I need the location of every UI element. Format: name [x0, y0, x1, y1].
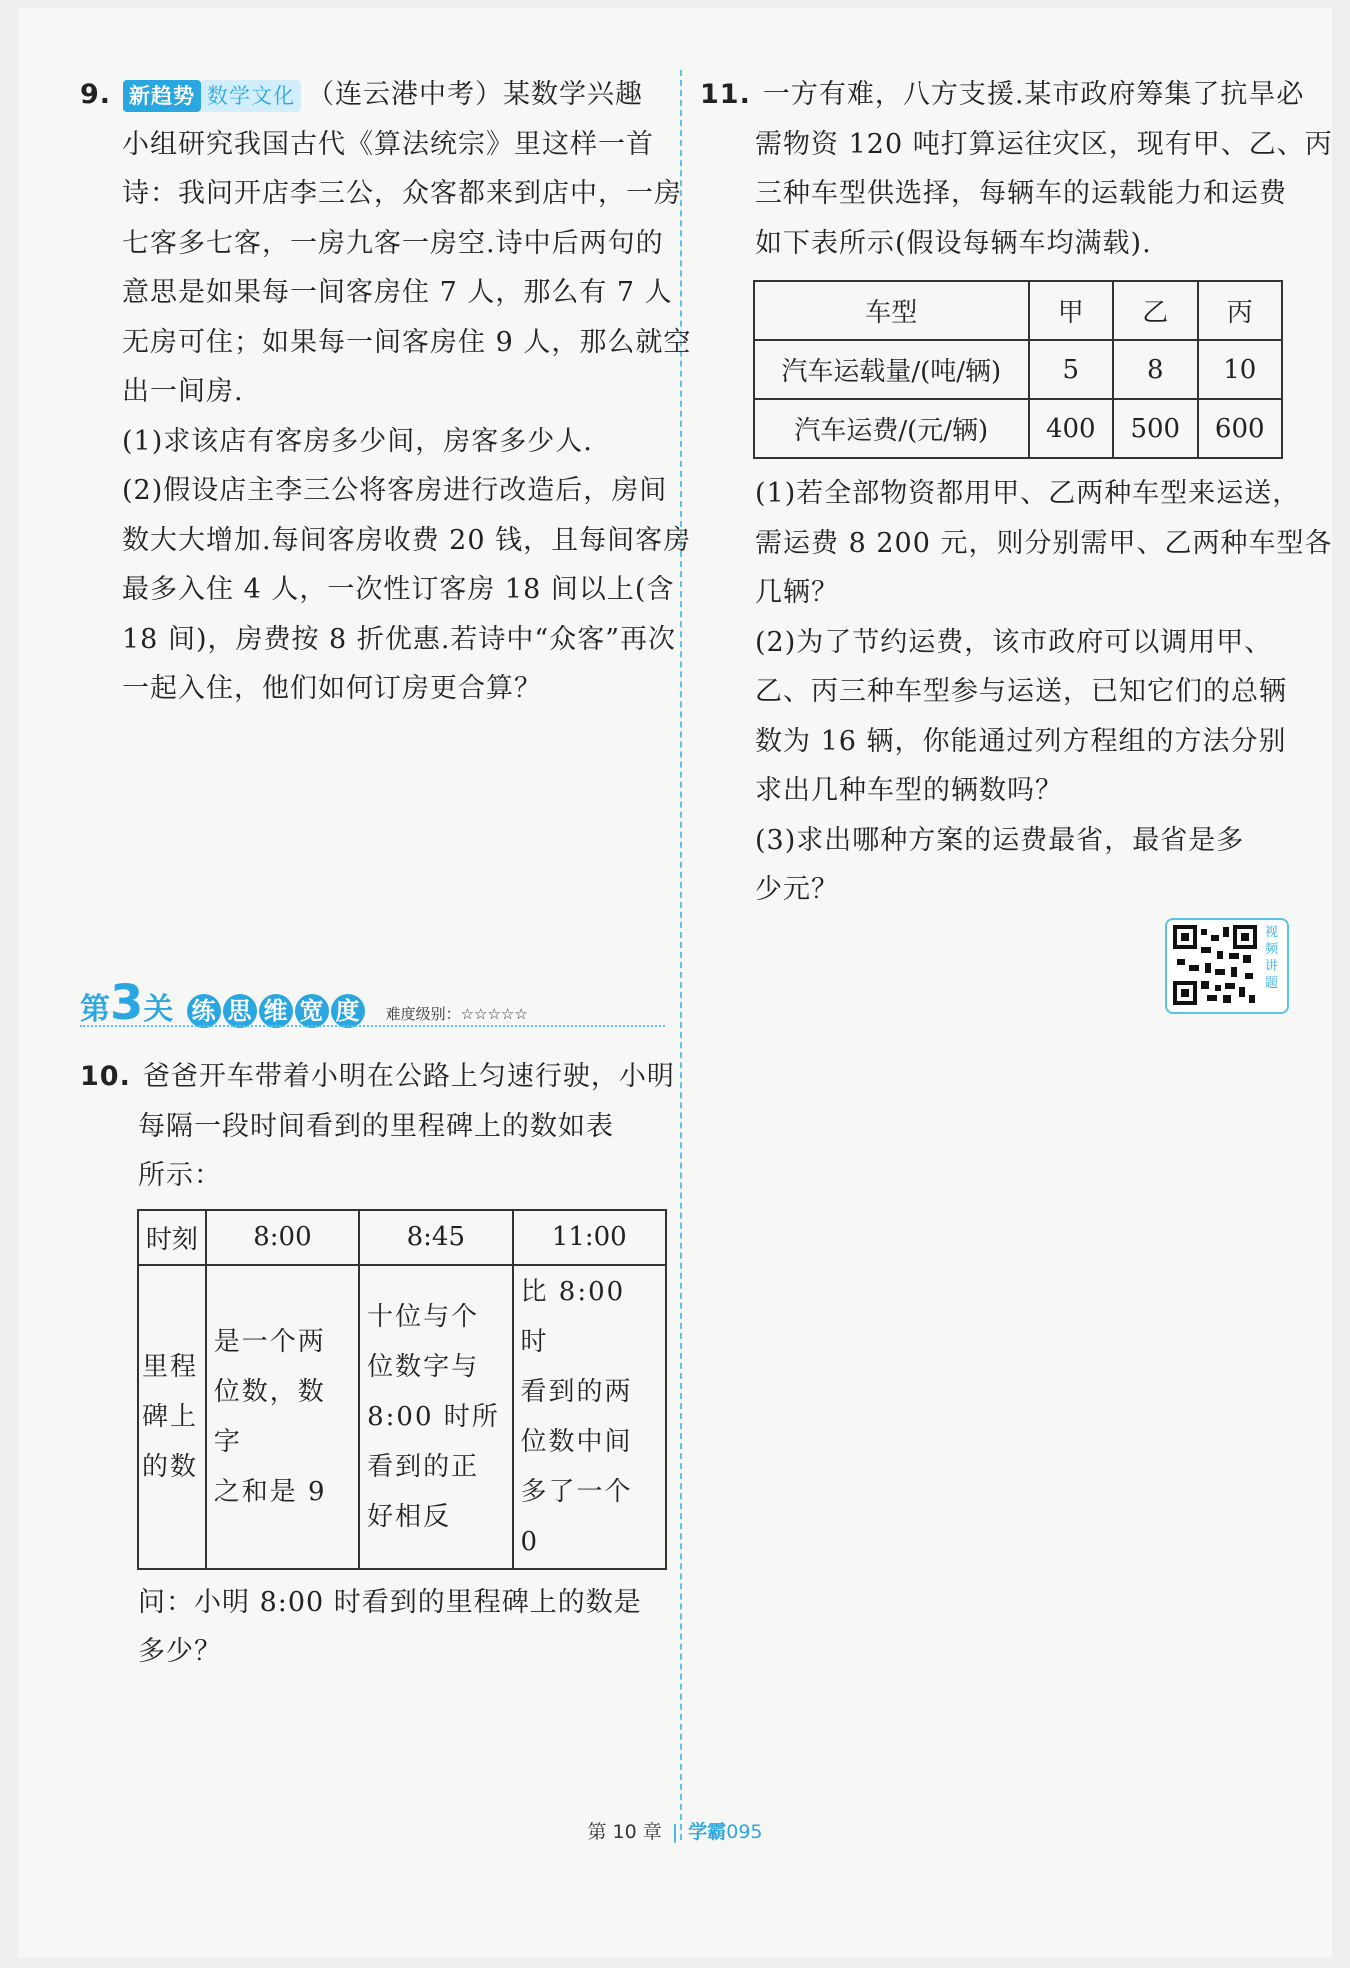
section-title: 练 思 维 宽 度 — [187, 1004, 372, 1023]
section-header — [80, 975, 665, 1031]
brand-label: 学霸 — [688, 1821, 727, 1843]
question-text: 无房可住；如果每一间客房住 9 人，那么就空 — [122, 326, 692, 358]
table-cell: 比 8:00 时 看到的两 位数中间 多了一个 0 — [513, 1265, 666, 1569]
sub-question: 几辆？ — [755, 577, 839, 608]
question-text: 诗：我问开店李三公，众客都来到店中，一房 — [122, 178, 682, 209]
question-text: （连云港中考）某数学兴趣 — [307, 79, 644, 110]
sub-question: (2)为了节约运费，该市政府可以调用甲、 — [755, 626, 1273, 658]
table-header: 丙 — [1198, 281, 1283, 340]
difficulty-level: 难度级别：☆☆☆☆☆ — [385, 1005, 528, 1023]
question-number: 10. — [80, 1061, 131, 1092]
page-number: 095 — [726, 1821, 763, 1843]
section-number: 第3关 — [80, 975, 174, 1031]
table-row-label: 里程 碑上 的数 — [138, 1265, 206, 1569]
question-text: 三种车型供选择，每辆车的运载能力和运费 — [755, 178, 1287, 209]
sub-question: (2)假设店主李三公将客房进行改造后，房间 — [122, 475, 668, 506]
table-cell: 600 — [1198, 399, 1283, 458]
qr-code[interactable] — [1165, 918, 1289, 1014]
question-number: 9. — [80, 79, 112, 110]
question-text: 爸爸开车带着小明在公路上匀速行驶，小明 — [142, 1061, 675, 1092]
table-header: 车型 — [754, 281, 1029, 340]
video-explain-label: 视频讲题 — [1265, 925, 1279, 991]
sub-question: 数为 16 辆，你能通过列方程组的方法分别 — [755, 725, 1287, 757]
sub-question: 18 间)，房费按 8 折优惠.若诗中“众客”再次 — [122, 623, 677, 655]
question-9 — [80, 70, 692, 714]
question-10 — [80, 1052, 680, 1677]
table-cell: 汽车运载量/(吨/辆) — [754, 340, 1029, 399]
section-underline — [80, 1025, 665, 1027]
table-cell: 5 — [1029, 340, 1113, 399]
sub-question: 最多入住 4 人，一次性订客房 18 间以上(含 — [122, 574, 675, 605]
question-text: 出一间房. — [122, 376, 244, 407]
question-text: 意思是如果每一间客房住 7 人，那么有 7 人 — [122, 277, 673, 308]
sub-question: 乙、丙三种车型参与运送，已知它们的总辆 — [755, 676, 1287, 707]
milestone-table — [137, 1209, 667, 1570]
table-header: 乙 — [1113, 281, 1197, 340]
table-cell: 是一个两 位数，数字 之和是 9 — [206, 1265, 359, 1569]
footer-separator: | — [671, 1821, 679, 1843]
table-header: 8:45 — [359, 1210, 512, 1265]
culture-tag: 数学文化 — [201, 80, 301, 112]
sub-question: 数大大增加.每间客房收费 20 钱，且每间客房 — [122, 524, 692, 556]
question-11 — [700, 70, 1333, 915]
question-text: 小组研究我国古代《算法统宗》里这样一首 — [122, 128, 654, 160]
question-text: 每隔一段时间看到的里程碑上的数如表 — [138, 1110, 614, 1142]
page-footer — [0, 1817, 1350, 1844]
table-header: 8:00 — [206, 1210, 359, 1265]
vehicle-table — [753, 280, 1283, 459]
sub-question: (1)求该店有客房多少间，房客多少人. — [122, 425, 593, 457]
sub-question: 需运费 8 200 元，则分别需甲、乙两种车型各 — [755, 527, 1333, 559]
chapter-label: 第 10 章 — [587, 1821, 662, 1843]
question-text: 如下表所示(假设每辆车均满载). — [755, 227, 1152, 259]
question-text: 需物资 120 吨打算运往灾区，现有甲、乙、丙 — [755, 128, 1333, 160]
sub-question: 少元？ — [755, 874, 839, 905]
table-header: 甲 — [1029, 281, 1113, 340]
question-text: 一方有难，八方支援.某市政府筹集了抗旱必 — [762, 79, 1305, 110]
table-cell: 500 — [1113, 399, 1197, 458]
table-cell: 10 — [1198, 340, 1283, 399]
sub-question: 求出几种车型的辆数吗？ — [755, 775, 1063, 806]
trend-tag: 新趋势 — [123, 80, 201, 112]
question-text: 所示： — [138, 1160, 222, 1191]
sub-question: (1)若全部物资都用甲、乙两种车型来运送， — [755, 478, 1301, 509]
sub-question: 一起入住，他们如何订房更合算？ — [122, 673, 542, 704]
question-text: 问：小明 8:00 时看到的里程碑上的数是 — [138, 1586, 642, 1618]
table-cell: 十位与个 位数字与 8:00 时所 看到的正 好相反 — [359, 1265, 512, 1569]
table-cell: 汽车运费/(元/辆) — [754, 399, 1029, 458]
table-cell: 400 — [1029, 399, 1113, 458]
table-header: 时刻 — [138, 1210, 206, 1265]
question-text: 多少？ — [138, 1636, 222, 1667]
table-header: 11:00 — [513, 1210, 666, 1265]
sub-question: (3)求出哪种方案的运费最省，最省是多 — [755, 824, 1245, 856]
table-cell: 8 — [1113, 340, 1197, 399]
qr-code-icon — [1171, 923, 1261, 1009]
question-number: 11. — [700, 79, 751, 110]
question-text: 七客多七客，一房九客一房空.诗中后两句的 — [122, 227, 664, 259]
